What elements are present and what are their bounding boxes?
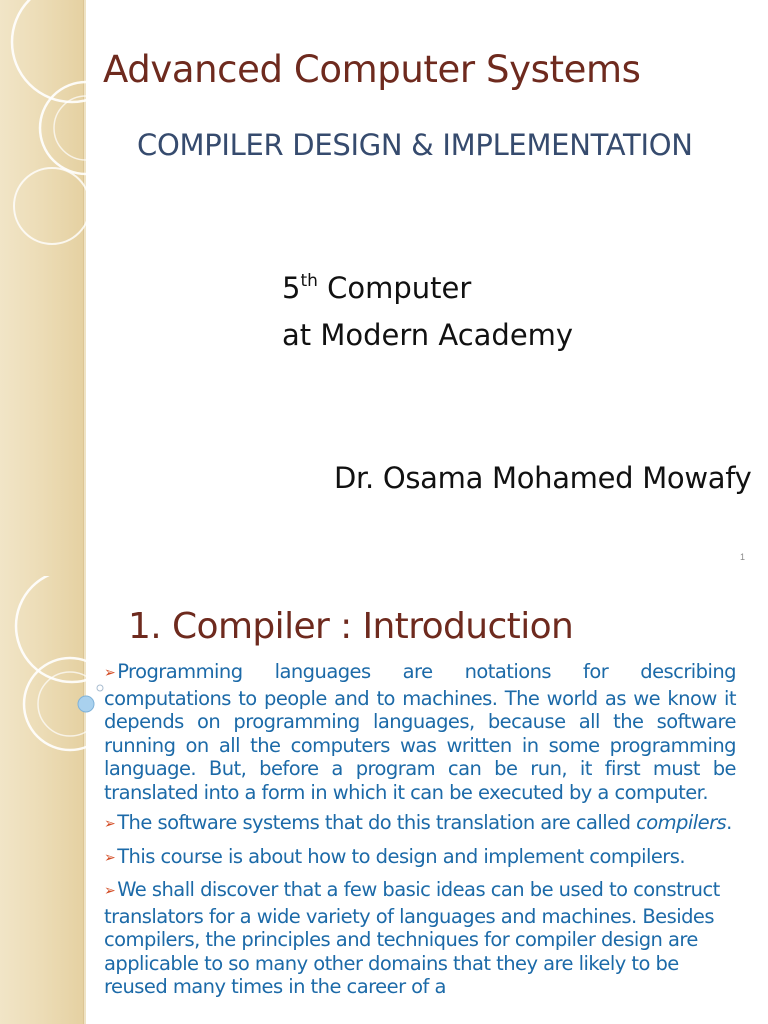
year-text: Computer	[317, 271, 472, 305]
slide-subtitle: COMPILER DESIGN & IMPLEMENTATION	[137, 128, 693, 162]
decorative-circles-icon	[0, 0, 130, 260]
bullet-list	[104, 660, 736, 1006]
slide-title: Advanced Computer Systems	[103, 48, 641, 91]
bullet-paragraph	[104, 878, 736, 999]
italic-term: compilers	[636, 811, 727, 834]
year-suffix: th	[300, 271, 318, 291]
introduction-slide	[0, 576, 768, 1024]
academy-line: at Modern Academy	[282, 318, 574, 352]
bullet-paragraph	[104, 845, 736, 872]
bullet-arrow-icon: ➢	[104, 816, 116, 832]
page-number: 1	[740, 552, 746, 562]
bullet-arrow-icon: ➢	[104, 883, 116, 899]
bullet-arrow-icon: ➢	[104, 849, 116, 866]
year-number: 5	[282, 271, 301, 305]
bullet-arrow-icon: ➢	[104, 665, 116, 681]
bullet-text: Programming languages are notations for describing computations to people and to machines. The world as we know it depends on programming languages, because all the software running on all the computers was written in some programming language. But, before a program can be run, it first must be translated into a form in which it can be executed by a computer.	[104, 660, 736, 804]
bullet-text: We shall discover that a few basic ideas can be used to construct translators for a wide variety of languages and machines. Besides compilers, the principles and techniques for compiler design are applicable to so many other domains that they are likely to be reused many times in the career of a	[104, 878, 720, 998]
bullet-text: This course is about how to design and implement compilers.	[117, 844, 686, 868]
year-line	[282, 271, 471, 305]
term-suffix: .	[726, 811, 732, 834]
bullet-paragraph	[104, 660, 736, 804]
author-name: Dr. Osama Mohamed Mowafy	[334, 461, 752, 495]
slide-title: 1. Compiler : Introduction	[128, 606, 574, 647]
bullet-text: The software systems that do this translation are called	[117, 811, 631, 834]
bullet-paragraph	[104, 811, 736, 838]
